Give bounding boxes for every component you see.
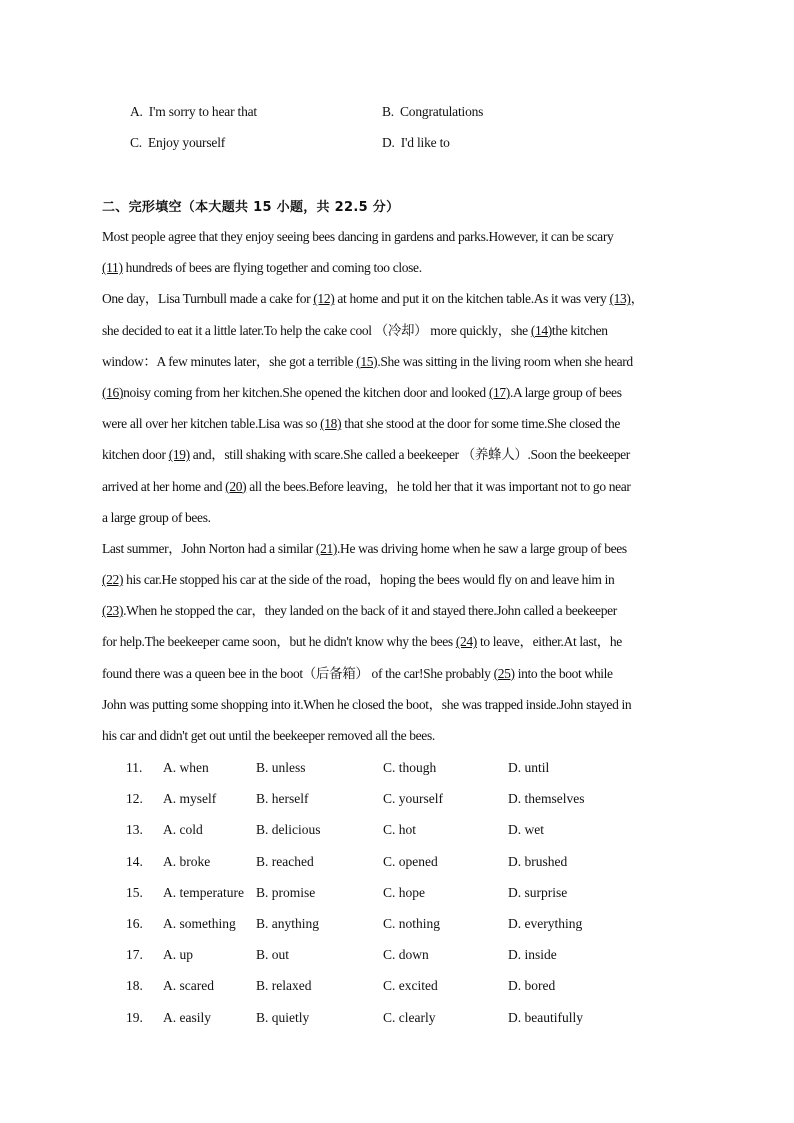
- blank-number: (25): [493, 665, 515, 681]
- blank-number: (17): [488, 384, 510, 400]
- question-row: [0, 942, 794, 973]
- passage-line: [102, 598, 702, 629]
- passage-line: [102, 411, 702, 442]
- passage-text: that she stood at the door for some time.She closed the: [341, 416, 621, 432]
- question-number: 11.: [126, 760, 143, 775]
- passage-text: found there was a queen bee in the boot（后备箱） of the car!She probably: [102, 665, 494, 681]
- question-number: 19.: [126, 1009, 143, 1025]
- choice-b[interactable]: B. unless: [256, 760, 306, 775]
- passage-line: [102, 692, 702, 723]
- cloze-passage: [102, 224, 702, 754]
- option-text: Enjoy yourself: [147, 135, 226, 150]
- question-row: [0, 973, 794, 1004]
- passage-line: [102, 474, 702, 505]
- choice-c[interactable]: C. excited: [383, 978, 438, 994]
- passage-text: Most people agree that they enjoy seeing bees dancing in gardens and parks.However, it can be scary: [102, 229, 614, 244]
- choice-a[interactable]: A. something: [163, 915, 236, 931]
- choice-a[interactable]: A. when: [163, 760, 209, 775]
- choice-c[interactable]: C. hot: [383, 822, 417, 838]
- passage-text: kitchen door: [102, 447, 169, 463]
- passage-text: were all over her kitchen table.Lisa was so: [102, 416, 321, 432]
- blank-number: (23): [102, 603, 124, 619]
- option-label: B.: [382, 104, 394, 119]
- choice-a[interactable]: A. scared: [163, 978, 214, 994]
- choice-c[interactable]: C. opened: [383, 853, 438, 869]
- question-row: [0, 755, 794, 786]
- passage-line: [102, 661, 702, 692]
- option-label: D.: [382, 135, 395, 150]
- passage-line: [102, 286, 702, 317]
- passage-text: all the bees.Before leaving，he told her that it was important not to go near: [246, 478, 631, 494]
- passage-text: a large group of bees.: [102, 509, 211, 525]
- blank-number: (16): [102, 384, 124, 400]
- question-row: [0, 849, 794, 880]
- choice-a[interactable]: A. easily: [163, 1009, 211, 1025]
- prev-option-b: [382, 104, 483, 120]
- passage-text: the kitchen: [551, 322, 608, 338]
- passage-text: into the boot while: [514, 665, 613, 681]
- question-number: 16.: [126, 915, 143, 931]
- blank-number: (24): [455, 634, 477, 650]
- passage-text: .A large group of bees: [509, 384, 622, 400]
- passage-text: his car and didn't get out until the beekeeper removed all the bees.: [102, 728, 435, 743]
- blank-number: (20): [225, 478, 247, 494]
- option-label: A.: [130, 104, 143, 119]
- choice-b[interactable]: B. herself: [256, 791, 309, 807]
- choice-c[interactable]: C. down: [383, 947, 429, 963]
- option-label: C.: [130, 135, 142, 150]
- passage-text: .He was driving home when he saw a large group of bees: [337, 540, 627, 556]
- question-number: 14.: [126, 853, 143, 869]
- choice-a[interactable]: A. temperature: [163, 884, 244, 900]
- passage-line: [102, 442, 702, 473]
- passage-text: she decided to eat it a little later.To help the cake cool （冷却） more quickly，she: [102, 322, 531, 338]
- blank-number: (14): [530, 322, 552, 338]
- choice-d[interactable]: D. bored: [508, 978, 556, 994]
- passage-text: window：A few minutes later，she got a terrible: [102, 353, 357, 369]
- prev-option-a: [130, 104, 257, 120]
- passage-line: [102, 629, 702, 660]
- choice-b[interactable]: B. promise: [256, 884, 316, 900]
- choice-d[interactable]: D. inside: [508, 947, 557, 963]
- choice-c[interactable]: C. yourself: [383, 791, 443, 807]
- blank-number: (11): [102, 260, 123, 276]
- passage-line: [102, 349, 702, 380]
- choice-a[interactable]: A. cold: [163, 822, 203, 838]
- question-number: 18.: [126, 978, 143, 994]
- passage-text: hundreds of bees are flying together and coming too close.: [122, 260, 422, 276]
- choice-a[interactable]: A. broke: [163, 853, 211, 869]
- choice-b[interactable]: B. reached: [256, 853, 314, 869]
- question-number: 12.: [126, 791, 143, 807]
- choice-d[interactable]: D. everything: [508, 915, 583, 931]
- passage-text: John was putting some shopping into it.When he closed the boot，she was trapped inside.John stayed in: [102, 696, 632, 712]
- choice-a[interactable]: A. myself: [163, 791, 217, 807]
- passage-text: for help.The beekeeper came soon，but he didn't know why the bees: [102, 634, 456, 650]
- question-number: 13.: [126, 822, 143, 838]
- choice-b[interactable]: B. anything: [256, 915, 319, 931]
- blank-number: (12): [313, 291, 335, 307]
- choice-d[interactable]: D. beautifully: [508, 1009, 583, 1025]
- blank-number: (21): [315, 540, 338, 556]
- choice-d[interactable]: D. wet: [508, 822, 544, 838]
- choice-c[interactable]: C. nothing: [383, 915, 441, 931]
- blank-number: (19): [168, 447, 190, 463]
- prev-option-c: [130, 135, 225, 151]
- blank-number: (15): [356, 353, 378, 369]
- choice-d[interactable]: D. surprise: [508, 884, 568, 900]
- choice-b[interactable]: B. delicious: [256, 822, 321, 838]
- passage-line: [102, 536, 702, 567]
- section-title: 二、完形填空（本大题共 15 小题，共 22.5 分）: [102, 200, 400, 215]
- choice-a[interactable]: A. up: [163, 947, 193, 963]
- passage-text: his car.He stopped his car at the side of the road，hoping the bees would fly on and leave him in: [123, 572, 615, 588]
- choice-d[interactable]: D. themselves: [508, 791, 585, 807]
- passage-line: [102, 224, 702, 255]
- question-list: [0, 755, 794, 1036]
- passage-text: and，still shaking with scare.She called a beekeeper （养蜂人）.Soon the beekeeper: [189, 447, 630, 463]
- question-row: [0, 1005, 794, 1036]
- blank-number: (18): [320, 416, 342, 432]
- question-row: [0, 880, 794, 911]
- passage-text: to leave，either.At last，he: [476, 634, 622, 650]
- choice-d[interactable]: D. brushed: [508, 853, 568, 869]
- choice-c[interactable]: C. hope: [383, 884, 425, 900]
- question-row: [0, 911, 794, 942]
- passage-line: [102, 255, 702, 286]
- passage-text: One day，Lisa Turnbull made a cake for: [102, 291, 314, 307]
- option-text: I'm sorry to hear that: [148, 104, 257, 119]
- blank-number: (22): [102, 572, 124, 588]
- option-text: I'd like to: [400, 135, 450, 150]
- passage-text: noisy coming from her kitchen.She opened the kitchen door and looked: [123, 384, 489, 400]
- passage-line: [102, 380, 702, 411]
- passage-text: at home and put it on the kitchen table.As it was very: [334, 291, 610, 307]
- passage-line: [102, 567, 702, 598]
- option-text: Congratulations: [399, 104, 484, 119]
- passage-text: .When he stopped the car，they landed on the back of it and stayed there.John called a beekeeper: [123, 603, 617, 619]
- choice-c[interactable]: C. clearly: [383, 1009, 436, 1025]
- prev-option-d: [382, 135, 450, 151]
- choice-d[interactable]: D. until: [508, 760, 550, 775]
- choice-c[interactable]: C. though: [383, 760, 437, 775]
- blank-number: (13): [609, 291, 631, 307]
- question-number: 15.: [126, 884, 143, 900]
- choice-b[interactable]: B. out: [256, 947, 290, 963]
- passage-text: arrived at her home and: [102, 478, 226, 494]
- choice-b[interactable]: B. relaxed: [256, 978, 312, 994]
- question-number: 17.: [126, 947, 143, 963]
- passage-text: Last summer，John Norton had a similar: [102, 540, 316, 556]
- passage-line: [102, 723, 702, 754]
- question-row: [0, 817, 794, 848]
- passage-text: .She was sitting in the living room when she heard: [377, 353, 633, 369]
- question-row: [0, 786, 794, 817]
- passage-text: ，: [630, 291, 644, 307]
- passage-line: [102, 505, 702, 536]
- passage-line: [102, 318, 702, 349]
- choice-b[interactable]: B. quietly: [256, 1009, 310, 1025]
